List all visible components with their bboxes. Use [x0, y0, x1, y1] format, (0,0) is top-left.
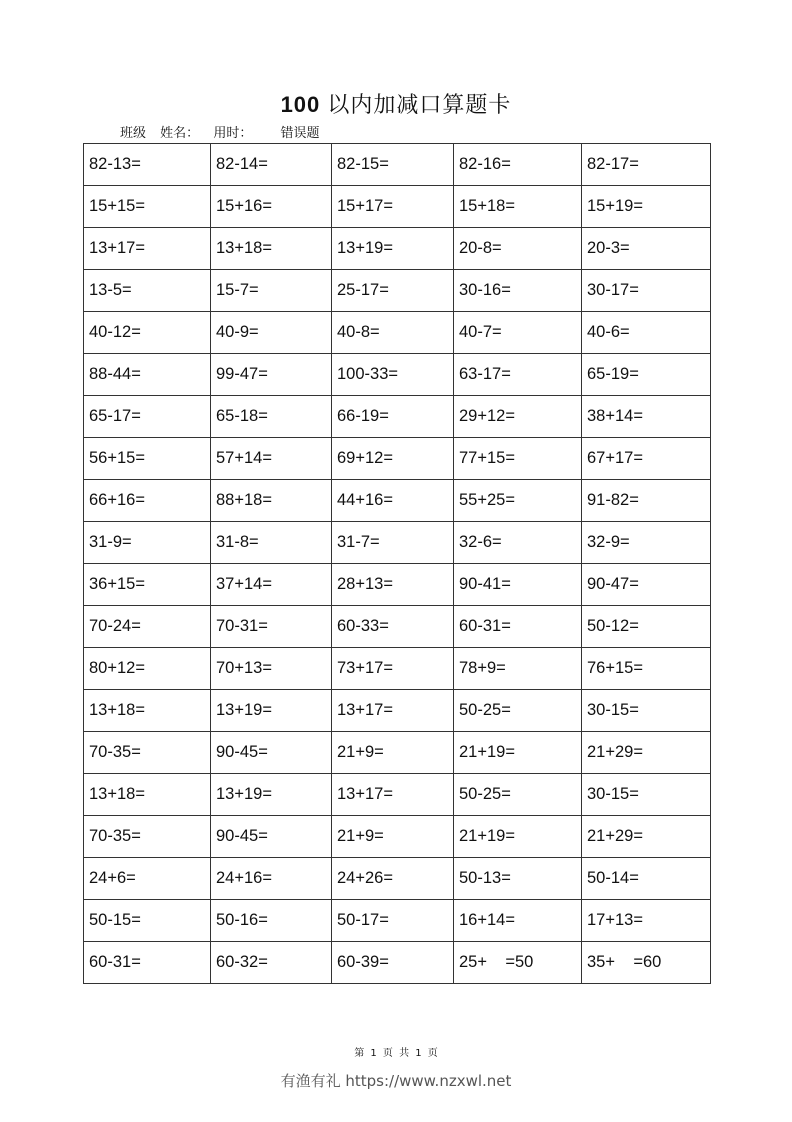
problem-cell: 100-33= [332, 354, 454, 396]
problem-cell: 21+29= [582, 732, 711, 774]
problem-cell: 30-17= [582, 270, 711, 312]
problem-cell: 15-7= [211, 270, 332, 312]
problem-cell: 13+18= [84, 774, 211, 816]
problem-cell: 82-13= [84, 144, 211, 186]
problem-cell: 78+9= [454, 648, 582, 690]
problem-cell: 16+14= [454, 900, 582, 942]
problem-cell: 77+15= [454, 438, 582, 480]
problem-cell: 13-5= [84, 270, 211, 312]
problem-cell: 90-45= [211, 816, 332, 858]
problem-row [84, 858, 711, 900]
problem-cell: 82-16= [454, 144, 582, 186]
problem-cell: 50-25= [454, 774, 582, 816]
problem-cell: 13+17= [332, 690, 454, 732]
problem-row [84, 606, 711, 648]
problem-row [84, 690, 711, 732]
problem-cell: 60-31= [454, 606, 582, 648]
problem-row [84, 228, 711, 270]
problem-cell: 90-47= [582, 564, 711, 606]
problem-cell: 40-6= [582, 312, 711, 354]
problem-cell: 32-9= [582, 522, 711, 564]
problem-cell: 44+16= [332, 480, 454, 522]
problem-cell: 30-15= [582, 774, 711, 816]
problem-cell: 21+9= [332, 732, 454, 774]
problem-cell: 31-8= [211, 522, 332, 564]
problem-cell: 15+17= [332, 186, 454, 228]
problem-row [84, 774, 711, 816]
page-number: 第 1 页 共 1 页 [354, 1048, 438, 1059]
student-info-line [120, 122, 329, 141]
problem-cell: 70-24= [84, 606, 211, 648]
problem-row [84, 312, 711, 354]
problem-cell: 91-82= [582, 480, 711, 522]
watermark: 有渔有礼 https://www.nzxwl.net [280, 1072, 512, 1090]
problem-cell: 38+14= [582, 396, 711, 438]
problem-cell: 69+12= [332, 438, 454, 480]
problem-cell: 76+15= [582, 648, 711, 690]
problem-row [84, 186, 711, 228]
problem-cell: 32-6= [454, 522, 582, 564]
problem-cell: 30-15= [582, 690, 711, 732]
problem-cell: 60-39= [332, 942, 454, 984]
problem-cell: 20-3= [582, 228, 711, 270]
problem-cell: 50-17= [332, 900, 454, 942]
problem-cell: 40-9= [211, 312, 332, 354]
problem-cell: 25-17= [332, 270, 454, 312]
problem-row [84, 564, 711, 606]
problem-cell: 24+6= [84, 858, 211, 900]
problem-cell: 50-14= [582, 858, 711, 900]
problem-cell: 60-33= [332, 606, 454, 648]
problem-cell: 13+19= [211, 774, 332, 816]
problem-cell: 82-14= [211, 144, 332, 186]
time-label: 用时： [213, 126, 253, 141]
problem-cell: 31-7= [332, 522, 454, 564]
problem-cell: 50-15= [84, 900, 211, 942]
problem-cell: 82-17= [582, 144, 711, 186]
problem-cell: 65-19= [582, 354, 711, 396]
problem-cell: 13+18= [84, 690, 211, 732]
problem-cell: 21+19= [454, 732, 582, 774]
page-title [0, 88, 792, 119]
problem-cell: 31-9= [84, 522, 211, 564]
problem-row [84, 144, 711, 186]
problem-cell: 15+19= [582, 186, 711, 228]
problem-cell: 40-12= [84, 312, 211, 354]
problem-cell: 24+16= [211, 858, 332, 900]
problem-row [84, 438, 711, 480]
problem-cell: 65-18= [211, 396, 332, 438]
problem-cell: 67+17= [582, 438, 711, 480]
problem-row [84, 900, 711, 942]
problem-cell: 35+ =60 [582, 942, 711, 984]
problem-row [84, 480, 711, 522]
problem-cell: 50-13= [454, 858, 582, 900]
title-text: 以内加减口算题卡 [327, 93, 512, 118]
problem-cell: 13+17= [332, 774, 454, 816]
errors-label: 错误题 [280, 126, 320, 141]
problem-cell: 36+15= [84, 564, 211, 606]
problem-cell: 13+19= [211, 690, 332, 732]
problem-row [84, 732, 711, 774]
problem-row [84, 648, 711, 690]
problem-cell: 17+13= [582, 900, 711, 942]
problem-cell: 30-16= [454, 270, 582, 312]
problem-cell: 73+17= [332, 648, 454, 690]
problem-cell: 90-45= [211, 732, 332, 774]
problem-cell: 50-25= [454, 690, 582, 732]
problem-cell: 66-19= [332, 396, 454, 438]
problem-cell: 15+15= [84, 186, 211, 228]
problem-cell: 15+16= [211, 186, 332, 228]
problem-cell: 21+19= [454, 816, 582, 858]
problem-cell: 13+19= [332, 228, 454, 270]
problem-cell: 13+17= [84, 228, 211, 270]
problem-row [84, 270, 711, 312]
problem-cell: 65-17= [84, 396, 211, 438]
problem-cell: 56+15= [84, 438, 211, 480]
problem-cell: 21+9= [332, 816, 454, 858]
problem-row [84, 354, 711, 396]
problem-cell: 70-31= [211, 606, 332, 648]
problem-cell: 50-12= [582, 606, 711, 648]
problem-cell: 63-17= [454, 354, 582, 396]
name-label: 姓名： [160, 126, 200, 141]
problem-cell: 70+13= [211, 648, 332, 690]
problem-cell: 90-41= [454, 564, 582, 606]
problem-cell: 21+29= [582, 816, 711, 858]
problem-cell: 82-15= [332, 144, 454, 186]
problem-cell: 50-16= [211, 900, 332, 942]
problem-cell: 70-35= [84, 732, 211, 774]
problem-cell: 15+18= [454, 186, 582, 228]
problem-cell: 20-8= [454, 228, 582, 270]
problem-cell: 25+ =50 [454, 942, 582, 984]
class-label: 班级 [120, 126, 147, 141]
problem-cell: 60-31= [84, 942, 211, 984]
problem-row [84, 942, 711, 984]
problem-cell: 88+18= [211, 480, 332, 522]
problem-row [84, 816, 711, 858]
problem-row [84, 522, 711, 564]
problem-cell: 88-44= [84, 354, 211, 396]
problem-cell: 57+14= [211, 438, 332, 480]
problem-cell: 99-47= [211, 354, 332, 396]
title-number: 100 [280, 92, 321, 117]
problem-cell: 66+16= [84, 480, 211, 522]
problem-grid [83, 143, 711, 984]
problem-cell: 28+13= [332, 564, 454, 606]
problem-row [84, 396, 711, 438]
problem-cell: 37+14= [211, 564, 332, 606]
problem-cell: 55+25= [454, 480, 582, 522]
problem-cell: 70-35= [84, 816, 211, 858]
problem-cell: 13+18= [211, 228, 332, 270]
problem-cell: 40-8= [332, 312, 454, 354]
problem-cell: 24+26= [332, 858, 454, 900]
problem-cell: 40-7= [454, 312, 582, 354]
problem-cell: 80+12= [84, 648, 211, 690]
problem-cell: 29+12= [454, 396, 582, 438]
problem-cell: 60-32= [211, 942, 332, 984]
